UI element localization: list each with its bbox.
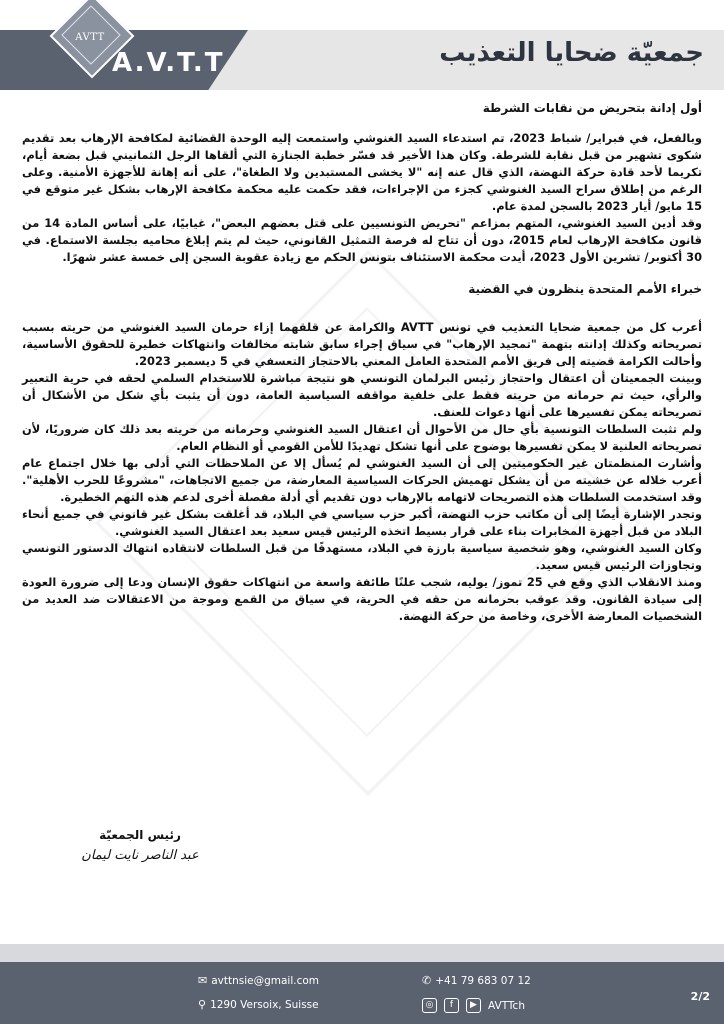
org-name-arabic: جمعيّة ضحايا التعذيب bbox=[439, 38, 704, 68]
phone-icon: ✆ bbox=[422, 974, 432, 987]
section-heading: خبراء الأمم المتحدة ينظرون في القضية bbox=[468, 282, 702, 296]
paragraph: ولم تثبت السلطات التونسية بأي حال من الأحوال أن اعتقال السيد الغنوشي وحرمانه من حريته بعد ذلك كان ضروريًا، لأن تصريحاته العلنية لا يمكن تفسيرها بوضوح على أنها تشكل تهديدًا للأمن القومي أو النظام العام. bbox=[22, 422, 702, 453]
facebook-icon: f bbox=[444, 998, 459, 1013]
signature-name: عبد الناصر نايت ليمان bbox=[81, 848, 199, 863]
footer-social[interactable] bbox=[422, 998, 525, 1013]
phone-text: +41 79 683 07 12 bbox=[435, 974, 531, 987]
paragraph: وكان السيد الغنوشي، وهو شخصية سياسية بارزة في البلاد، مستهدفًا من قبل السلطات لانتقاده انتهاك الدستور التونسي وتجاوزات الرئيس قيس سعيد. bbox=[22, 541, 702, 572]
email-text: avttnsie@gmail.com bbox=[211, 974, 320, 987]
org-name-latin: A.V.T.T bbox=[112, 48, 225, 78]
footer bbox=[0, 962, 724, 1024]
page-number: 2/2 bbox=[690, 990, 710, 1003]
footer-address bbox=[198, 998, 319, 1011]
paragraph: وبالفعل، في فبراير/ شباط 2023، تم استدعاء السيد الغنوشي واستمعت إليه الوحدة القضائية لمكافحة الإرهاب بعد تقديم شكوى تشهير من قبل نقابة للشرطة. وكان هذا الأخير قد فسّر خطبة الجنازة التي ألقاها الرجل الثمانيني قبل بضعة أيام، تكريما لأحد قادة حركة النهضة، الذي قال عنه إنه "لا يخشى المستبدين ولا الطغاة"، على أنه إهانة للأجهزة الأمنية. وعلى الرغم من إطلاق سراح السيد الغنوشي كجزء من الإجراءات، فقد حكمت عليه محكمة مكافحة الإرهاب بشكل غير متوقع في 15 مايو/ أيار 2023 بالسجن لمدة عام. bbox=[22, 131, 702, 213]
signature-title: رئيس الجمعيّة bbox=[99, 828, 181, 842]
paragraph: أعرب كل من جمعية ضحايا التعذيب في تونس AVTT والكرامة عن قلقهما إزاء حرمان السيد الغنوشي من حريته بسبب تصريحاته وكذلك إدانته بتهمة "تمجيد الإرهاب" في سياق إجراء سابق شابته مخالفات وانتهاكات خطيرة للحقوق الأساسية، وأحالت الكرامة قضيته إلى فريق الأمم المتحدة العامل المعني بالاحتجاز التعسفي في 5 ديسمبر 2023. bbox=[22, 320, 702, 368]
paragraph: وتجدر الإشارة أيضًا إلى أن مكاتب حزب النهضة، أكبر حزب سياسي في البلاد، قد أغلقت بشكل غير قانوني في جميع أنحاء البلاد من قبل أجهزة المخابرات بناء على قرار بسيط اتخذه الرئيس قيس سعيد بعد اعتقال السيد الغنوشي. bbox=[22, 507, 702, 538]
section-heading: أول إدانة بتحريض من نقابات الشرطة bbox=[482, 101, 702, 115]
document-body bbox=[22, 100, 702, 625]
youtube-icon: ▶ bbox=[466, 998, 481, 1013]
logo-text: AVTT bbox=[75, 32, 105, 43]
instagram-icon: ◎ bbox=[422, 998, 437, 1013]
footer-email[interactable] bbox=[198, 974, 319, 987]
paragraph: وقد أدين السيد الغنوشي، المتهم بمزاعم "تحريض التونسيين على قتل بعضهم البعض"، غيابيًا، على أساس المادة 14 من قانون مكافحة الإرهاب لعام 2015، دون أن تتاح له فرصة التمثيل القانوني، حيث لم يتم إبلاغ محاميه بجلسة الاستماع. في 30 أكتوبر/ تشرين الأول 2023، أيدت محكمة الاستئناف بتونس الحكم مع زيادة عقوبة السجن إلى خمسة عشر شهرًا. bbox=[22, 216, 702, 264]
location-pin-icon: ⚲ bbox=[198, 998, 207, 1011]
paragraph: وبينت الجمعيتان أن اعتقال واحتجاز رئيس البرلمان التونسي هو نتيجة مباشرة للاستخدام السلمي لحقه في حرية التعبير والرأي، حيث تم حرمانه من حريته فقط على خلفية مواقفه السياسية العامة، دون أن يثبت بأي شكل من الأشكال أن تصريحاته يمكن تفسيرها على أنها دعوات للعنف. bbox=[22, 371, 702, 419]
social-handle: AVTTch bbox=[488, 999, 525, 1012]
address-text: 1290 Versoix, Suisse bbox=[210, 998, 319, 1011]
mail-icon: ✉ bbox=[198, 974, 208, 987]
paragraph: ومنذ الانقلاب الذي وقع في 25 تموز/ يوليه، شجب علنًا طائفة واسعة من انتهاكات حقوق الإنسان ودعا إلى ضرورة العودة إلى سيادة القانون. وقد عوقب بحرمانه من حقه في الحرية، في سياق من القمع وموجة من الاعتقالات ضد العديد من الشخصيات المعارضة الأخرى، وخاصة من حركة النهضة. bbox=[22, 575, 702, 623]
footer-phone[interactable] bbox=[422, 974, 531, 987]
paragraph: وأشارت المنظمتان غير الحكوميتين إلى أن السيد الغنوشي لم يُسأل إلا عن الملاحظات التي أدلى بها خلال اجتماع عام أعرب خلاله عن خشيته من أن يشكل تهميش الحركات السياسية المعارضة، من جميع الاتجاهات، "مشروعًا للحرب الأهلية". وقد استخدمت السلطات هذه التصريحات لاتهامه بالإرهاب دون تقديم أي أدلة مفصلة أخرى لدعم هذه التهم الخطيرة. bbox=[22, 456, 702, 504]
signature-block bbox=[60, 828, 220, 863]
footer-rule bbox=[0, 944, 724, 962]
